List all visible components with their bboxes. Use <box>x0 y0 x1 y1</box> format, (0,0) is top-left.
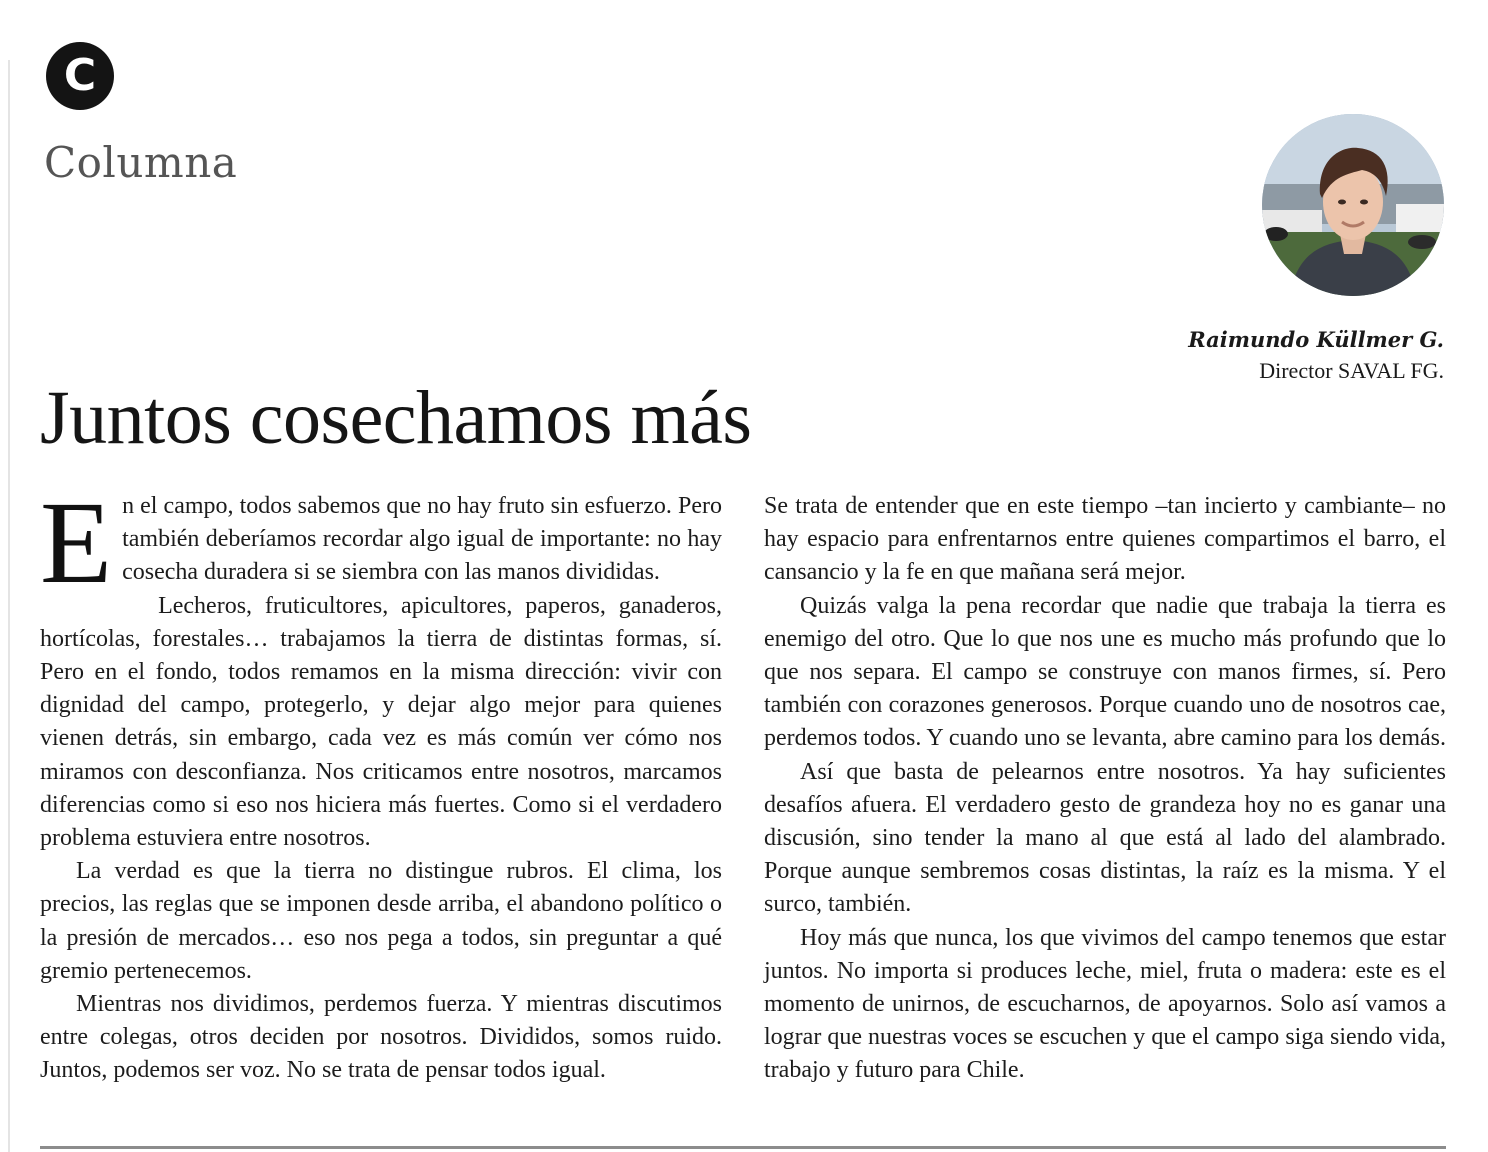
article-paragraph: Quizás valga la pena recordar que nadie que trabaja la tierra es enemigo del otro. Que lo que nos une es mucho más profundo que lo que nos separa. El campo se construye con manos firmes, sí. Pero también con corazones generosos. Porque cuando uno de nosotros cae, perdemos todos. Y cuando uno se levanta, abre camino para los demás. <box>764 592 1447 752</box>
byline <box>1188 324 1444 386</box>
article-column-left <box>40 477 722 1088</box>
author-role: Director SAVAL FG. <box>1259 358 1444 383</box>
drop-cap: E <box>40 477 113 608</box>
article-paragraph: Mientras nos dividimos, perdemos fuerza. Y mientras discutimos entre colegas, otros deciden por nosotros. Divididos, somos ruido. Juntos, podemos ser voz. No se trata de pensar todos igual. <box>40 991 722 1084</box>
bottom-rule <box>40 1146 1446 1149</box>
author-photo <box>1262 114 1444 296</box>
article-paragraph <box>40 477 722 608</box>
article-paragraph: La verdad es que la tierra no distingue rubros. El clima, los precios, las reglas que se imponen desde arriba, el abandono político o la presión de mercados… eso nos pega a todos, sin preguntar a qué gremio pertenecemos. <box>40 858 722 984</box>
article-column-right <box>764 490 1446 1088</box>
paragraph-text: n el campo, todos sabemos que no hay fruto sin esfuerzo. Pero también deberíamos recordar algo igual de importante: no hay cosecha duradera si se siembra con las manos divididas. <box>122 493 722 586</box>
article-paragraph: Así que basta de pelearnos entre nosotros. Ya hay suficientes desafíos afuera. El verdadero gesto de grandeza hoy no es ganar una discusión, sino tender la mano al que está al lado del alambrado. Porque aunque sembremos cosas distintas, la raíz es la misma. Y el surco, también. <box>764 758 1446 918</box>
author-name: Raimundo Küllmer G. <box>1188 327 1444 352</box>
article-headline: Juntos cosechamos más <box>40 376 752 460</box>
left-margin-rule <box>8 60 10 1152</box>
article-paragraph: Lecheros, fruticultores, apicultores, paperos, ganaderos, hortícolas, forestales… trabajamos la tierra de distintas formas, sí. Pero en el fondo, todos remamos en la misma dirección: vivir con dignidad del campo, protegerlo, y dejar algo mejor para quienes vienen detrás, sin embargo, cada vez es más común ver cómo nos miramos con desconfianza. Nos criticamos entre nosotros, marcamos diferencias como si eso nos hiciera más fuertes. Como si el verdadero problema estuviera entre nosotros. <box>40 592 722 852</box>
article-paragraph: Se trata de entender que en este tiempo –tan incierto y cambiante– no hay espacio para enfrentarnos entre quienes compartimos el barro, el cansancio y la fe en que mañana será mejor. <box>764 493 1446 586</box>
section-badge: C <box>46 42 114 110</box>
article-paragraph: Hoy más que nunca, los que vivimos del campo tenemos que estar juntos. No importa si produces leche, miel, fruta o madera: este es el momento de unirnos, de escucharnos, de apoyarnos. Solo así vamos a lograr que nuestras voces se escuchen y que el campo siga siendo vida, trabajo y futuro para Chile. <box>764 924 1446 1084</box>
section-label: Columna <box>44 138 238 187</box>
